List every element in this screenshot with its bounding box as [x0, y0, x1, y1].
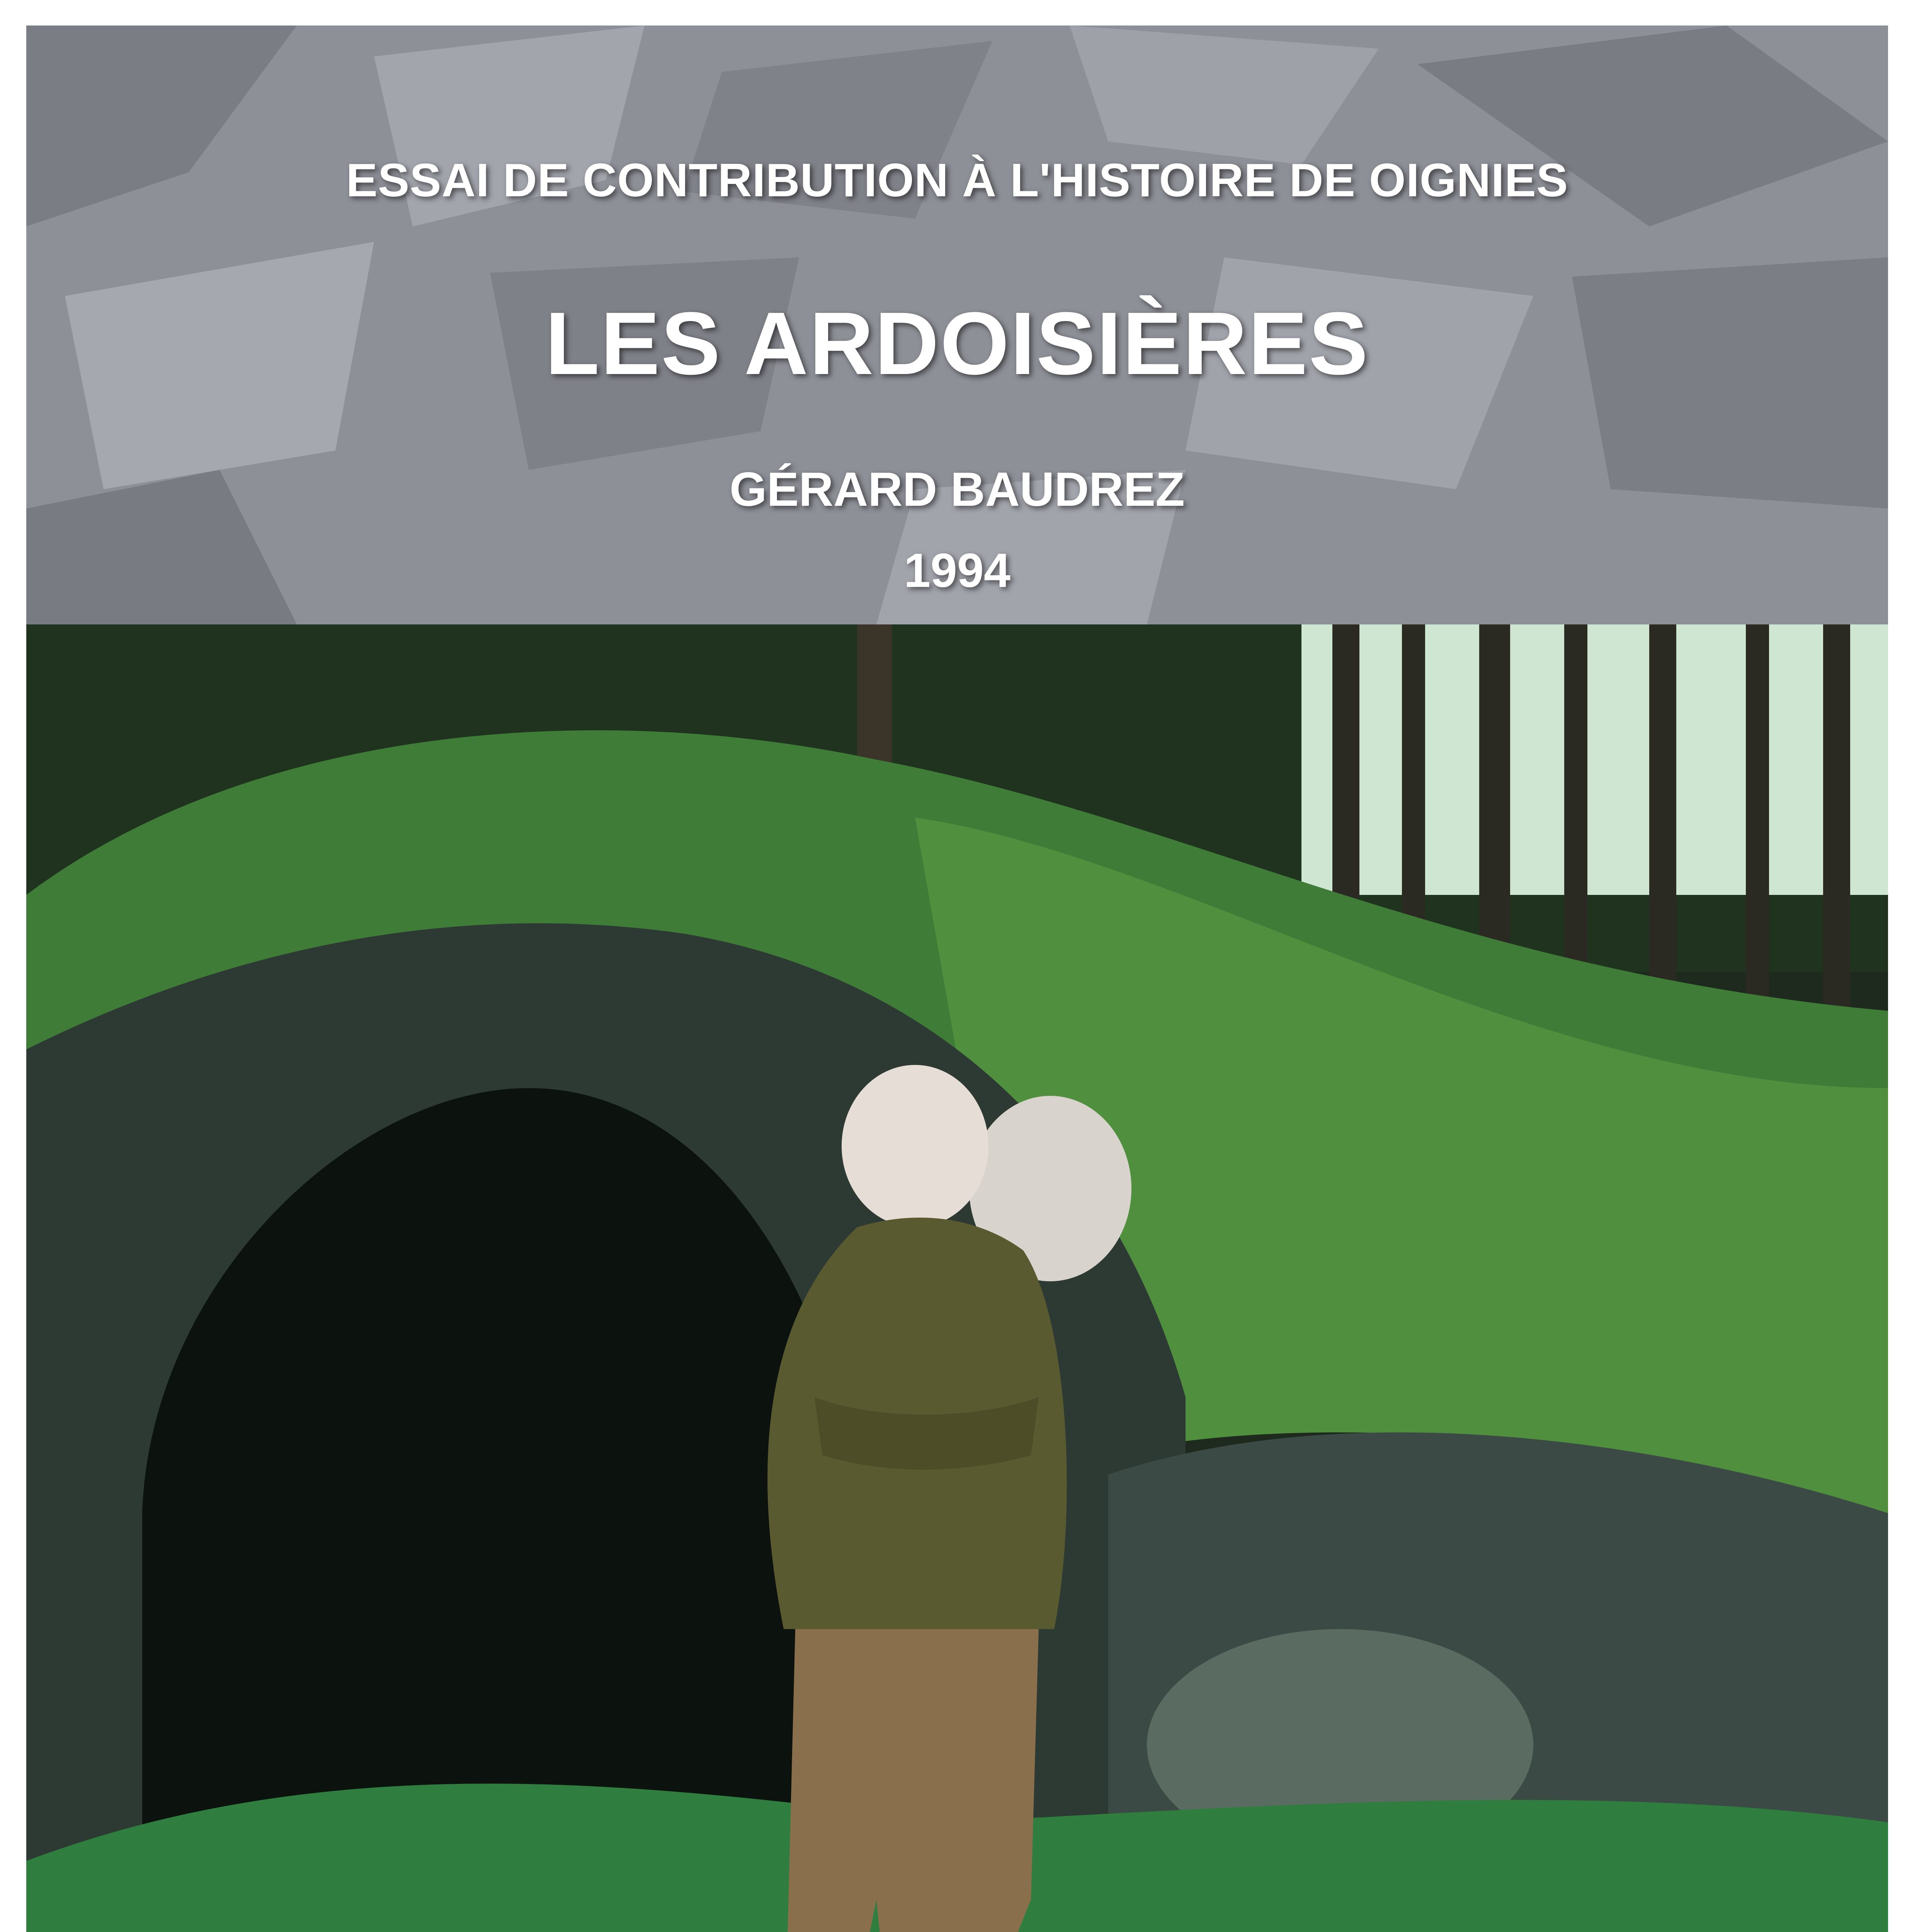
publication-year: 1994 [904, 544, 1010, 597]
cover-photo-slate-quarry-entrance [26, 624, 1888, 1932]
book-cover [26, 26, 1888, 1932]
book-title: LES ARDOISIÈRES [545, 294, 1369, 393]
series-title: ESSAI DE CONTRIBUTION À L'HISTOIRE DE OIGNIES [346, 154, 1568, 206]
author-name: GÉRARD BAUDREZ [730, 463, 1185, 516]
